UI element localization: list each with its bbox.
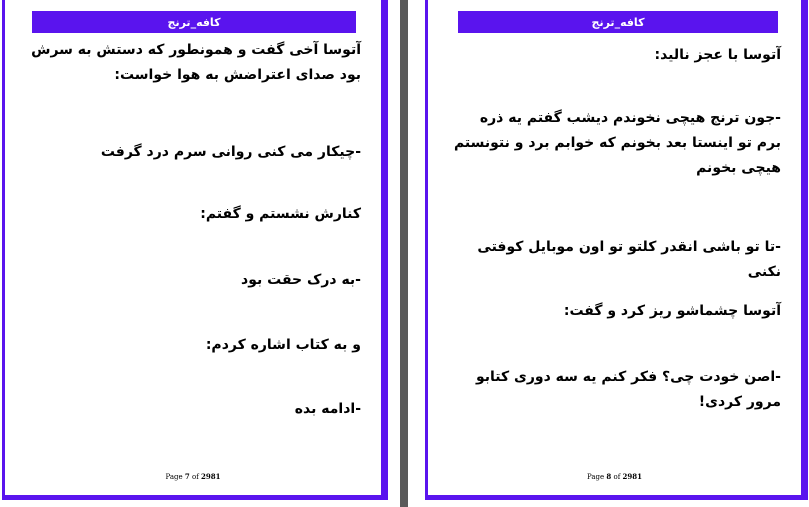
footer-prefix: Page	[586, 473, 605, 481]
paragraph: آتوسا آخی گفت و همونطور که دستش به سرش بود صدای اعتراضش به هوا خواست:	[31, 42, 361, 83]
paragraph: -به درک حقت بود	[241, 272, 361, 288]
paragraph: -اصن خودت چی؟ فکر کنم یه سه دوری کتابو مرور کردی!	[475, 369, 781, 410]
page-footer	[428, 472, 801, 481]
page-total: 2981	[201, 472, 221, 481]
paragraph: -ادامه بده	[294, 401, 361, 417]
paragraph: -چیکار می کنی روانی سرم درد گرفت	[100, 144, 361, 160]
footer-of: of	[192, 473, 199, 481]
paragraph: -جون ترنج هیچی نخوندم دیشب گفتم یه ذره برم تو اینستا بعد بخونم که خوابم برد و نتونستم هیچی بخونم	[453, 110, 781, 176]
footer-of: of	[613, 473, 621, 481]
paragraph: آتوسا چشماشو ریز کرد و گفت:	[563, 303, 781, 319]
page-divider	[400, 0, 408, 507]
right-page	[425, 0, 808, 500]
paragraph: کنارش نشستم و گفتم:	[200, 206, 361, 222]
page-number: 8	[606, 472, 612, 481]
page-header: کافه_ترنج	[458, 11, 778, 33]
page-number: 7	[184, 472, 190, 481]
paragraph: آتوسا با عجز نالید:	[654, 47, 781, 63]
footer-prefix: Page	[165, 473, 183, 481]
page-footer	[5, 472, 381, 481]
paragraph: -تا تو باشی انقدر کلتو تو اون موبایل کوفتی نکنی	[477, 239, 781, 280]
paragraph: و به کتاب اشاره کردم:	[205, 337, 361, 353]
page-total: 2981	[622, 472, 643, 481]
left-page	[2, 0, 388, 500]
page-header: کافه_ترنج	[32, 11, 356, 33]
